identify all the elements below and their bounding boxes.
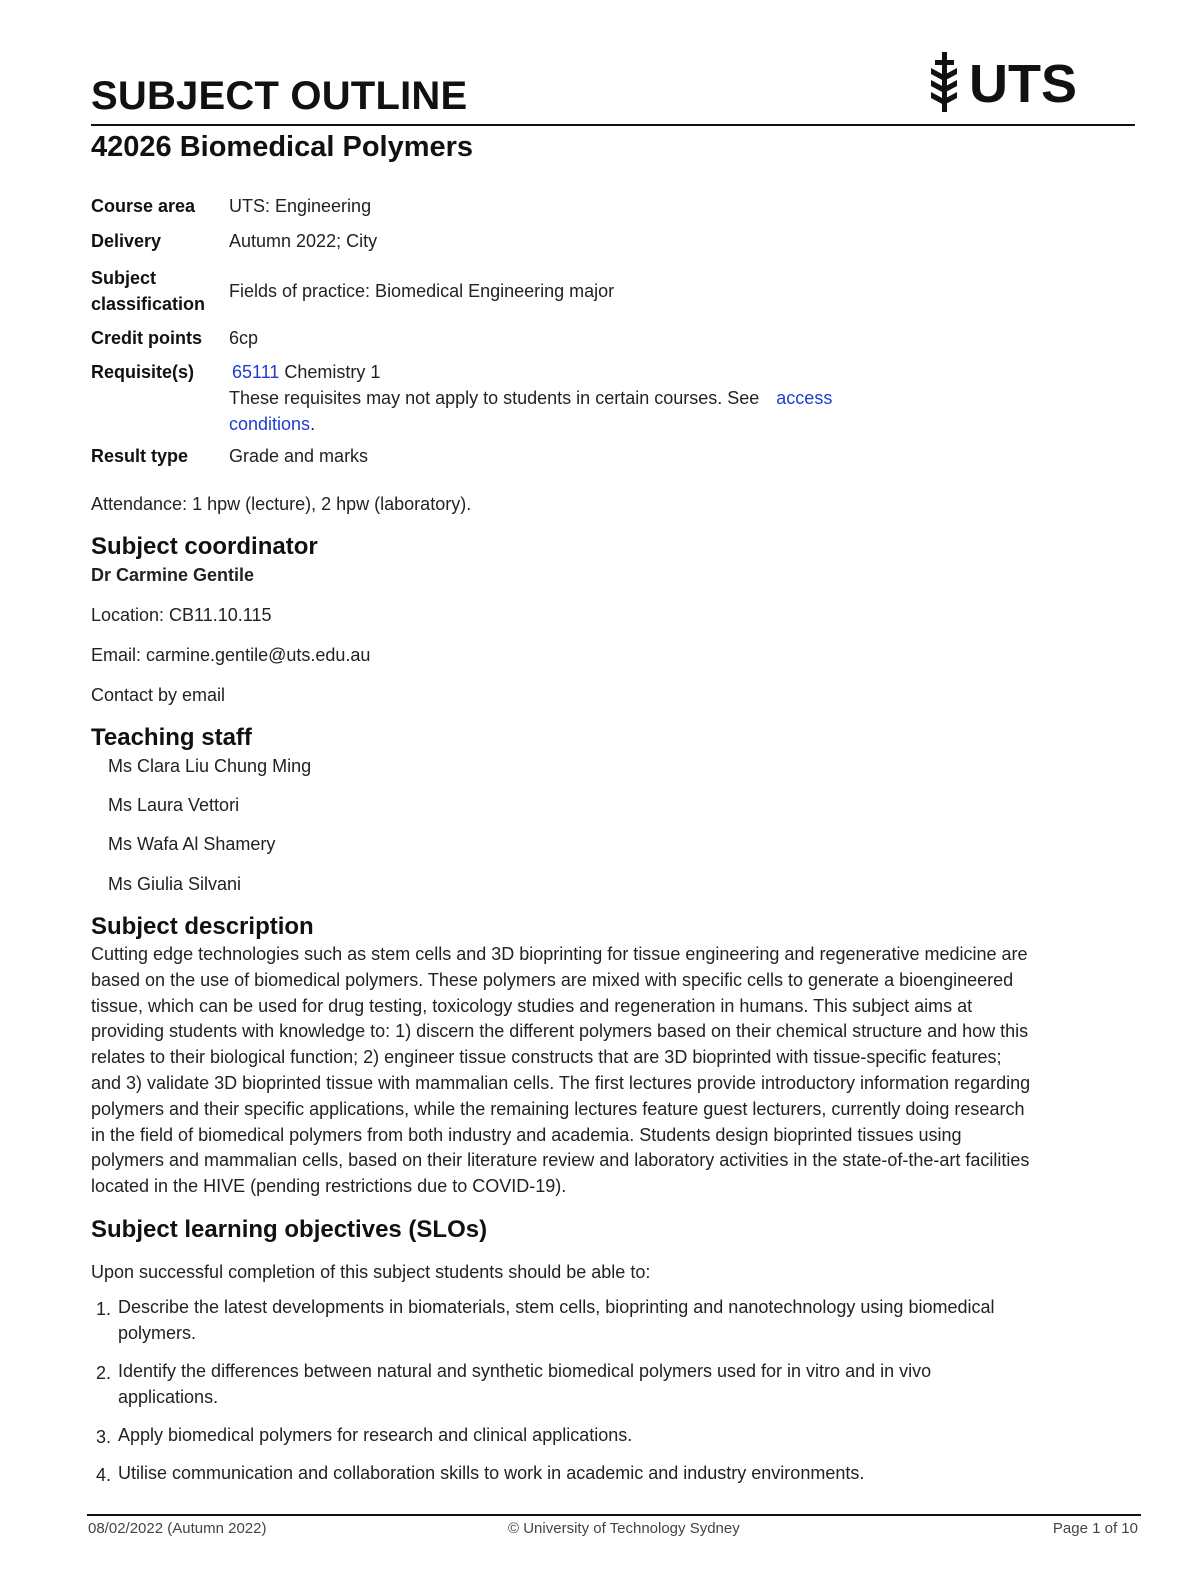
description-heading: Subject description <box>91 913 314 940</box>
slo-text: Utilise communication and collaboration skills to work in academic and industry environments. <box>118 1463 865 1483</box>
course-area-label: Course area <box>91 196 196 216</box>
slo-item <box>91 1460 1131 1488</box>
description-line: polymers and their specific applications, while the remaining lectures feature guest lecturers, currently doing research <box>91 1098 1025 1119</box>
coordinator-location: Location: CB11.10.115 <box>91 605 272 625</box>
footer-divider <box>87 1514 1141 1516</box>
slo-number: 3. <box>96 1427 112 1447</box>
access-conditions-link-part1[interactable]: access <box>776 388 833 408</box>
description-line: polymers and mammalian cells, based on their literature review and laboratory activities in the state-of-the-art facilities <box>91 1150 1030 1171</box>
attendance-text: Attendance: 1 hpw (lecture), 2 hpw (laboratory). <box>91 494 472 514</box>
description-line: located in the HIVE (pending restrictions due to COVID-19). <box>91 1176 567 1197</box>
classification-label-line1: Subject <box>91 267 157 288</box>
slo-text: Describe the latest developments in biomaterials, stem cells, bioprinting and nanotechnology using biomedical polymers. <box>118 1297 995 1343</box>
footer-page-number: Page 1 of 10 <box>1052 1520 1138 1537</box>
info-row-credit-points <box>91 320 991 355</box>
slo-number: 4. <box>96 1465 112 1485</box>
course-area-value: UTS: Engineering <box>229 196 372 216</box>
description-line: and 3) validate 3D bioprinted tissue with mammalian cells. The first lectures provide introductory information regarding <box>91 1072 1031 1093</box>
slo-number: 2. <box>96 1363 112 1383</box>
description-line: based on the use of biomedical polymers. These polymers are mixed with specific cells to generate a bioengineered <box>91 969 1014 990</box>
delivery-label: Delivery <box>91 231 162 251</box>
subject-info-table <box>91 193 991 471</box>
requisites-label: Requisite(s) <box>91 362 195 382</box>
staff-item: Ms Laura Vettori <box>108 795 240 815</box>
coordinator-contact: Contact by email <box>91 685 226 705</box>
coordinator-email: Email: carmine.gentile@uts.edu.au <box>91 645 371 665</box>
info-row-course-area <box>91 193 991 228</box>
slo-intro: Upon successful completion of this subject students should be able to: <box>91 1262 651 1282</box>
info-row-classification <box>91 261 991 320</box>
slo-item <box>91 1422 1131 1450</box>
description-line: relates to their biological function; 2) engineer tissue constructs that are 3D bioprinted with tissue-specific features; <box>91 1047 1002 1068</box>
teaching-staff-heading: Teaching staff <box>91 724 252 751</box>
page-header <box>91 54 1135 128</box>
document-title: SUBJECT OUTLINE <box>91 74 468 118</box>
staff-item: Ms Wafa Al Shamery <box>108 834 276 854</box>
access-conditions-link-part2[interactable]: conditions <box>229 414 311 434</box>
requisites-value: 65111 Chemistry 1 These requisites may not apply to students in certain courses. See access conditions. <box>229 362 833 434</box>
requisite-subject-name: Chemistry 1 <box>284 362 381 382</box>
description-body <box>91 942 1131 1200</box>
description-line: in the field of biomedical polymers from both industry and academia. Students design bioprinted tissues using <box>91 1124 962 1145</box>
footer-copyright: © University of Technology Sydney <box>508 1520 740 1537</box>
info-row-delivery <box>91 228 991 261</box>
result-type-label: Result type <box>91 446 189 466</box>
logo-wordmark: UTS <box>969 54 1077 114</box>
coordinator-heading: Subject coordinator <box>91 533 318 560</box>
info-row-result-type <box>91 441 991 471</box>
result-type-value: Grade and marks <box>229 446 369 466</box>
subject-title: 42026 Biomedical Polymers <box>91 131 474 163</box>
description-line: providing students with knowledge to: 1) discern the different polymers based on their chemical structure and how this <box>91 1021 1029 1042</box>
uts-crest-icon <box>925 50 1095 116</box>
uts-logo <box>925 50 1095 116</box>
slo-item <box>91 1294 1131 1346</box>
requisite-note: These requisites may not apply to students in certain courses. See <box>229 388 760 408</box>
staff-item: Ms Clara Liu Chung Ming <box>108 756 312 776</box>
classification-value: Fields of practice: Biomedical Engineering major <box>229 280 615 301</box>
description-line: Cutting edge technologies such as stem cells and 3D bioprinting for tissue engineering and regenerative medicine are <box>91 944 1028 964</box>
credit-points-label: Credit points <box>91 327 202 348</box>
staff-item: Ms Giulia Silvani <box>108 874 242 894</box>
header-divider <box>91 124 1135 126</box>
info-row-requisites <box>91 355 991 441</box>
slo-text: Identify the differences between natural and synthetic biomedical polymers used for in vitro and in vivo applications. <box>118 1361 932 1407</box>
slo-item <box>91 1358 1131 1410</box>
description-line: tissue, which can be used for drug testing, toxicology studies and regeneration in humans. This subject aims at <box>91 995 973 1016</box>
requisite-subject-link[interactable]: 65111 <box>232 362 280 382</box>
slo-number: 1. <box>96 1299 112 1319</box>
coordinator-name: Dr Carmine Gentile <box>91 565 255 585</box>
slo-text: Apply biomedical polymers for research and clinical applications. <box>118 1425 633 1445</box>
slo-heading: Subject learning objectives (SLOs) <box>91 1216 488 1243</box>
classification-label-line2: classification <box>91 293 206 314</box>
classification-label <box>91 265 229 317</box>
delivery-value: Autumn 2022; City <box>229 231 378 251</box>
credit-points-value: 6cp <box>229 327 259 348</box>
footer-date: 08/02/2022 (Autumn 2022) <box>88 1520 267 1537</box>
